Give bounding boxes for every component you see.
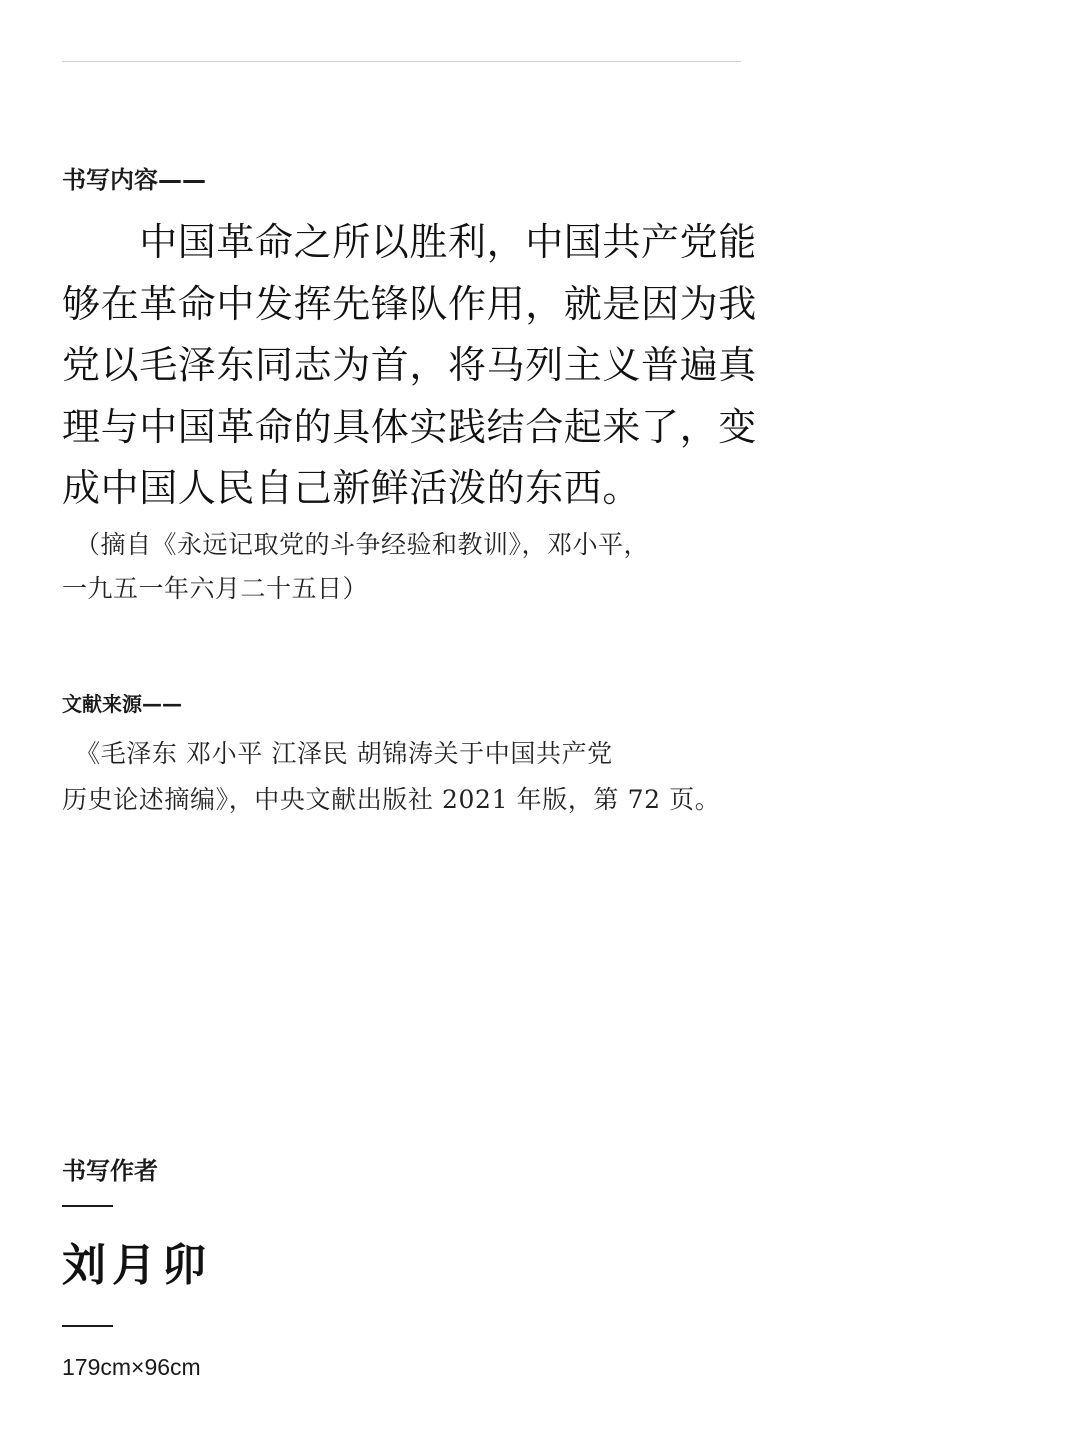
source-section-label: 文献来源—— (62, 692, 182, 716)
author-divider-bottom (62, 1325, 113, 1327)
artwork-dimensions: 179cm×96cm (62, 1354, 201, 1380)
content-line: 中国革命之所以胜利，中国共产党能 (62, 220, 757, 264)
content-line: 党以毛泽东同志为首，将马列主义普遍真 (62, 343, 757, 387)
content-line: 理与中国革命的具体实践结合起来了，变 (62, 404, 757, 449)
calligraphy-content-text (62, 212, 757, 520)
citation-line: （摘自《永远记取党的斗争经验和教训》，邓小平， (62, 530, 650, 559)
content-section-label: 书写内容—— (62, 166, 206, 194)
citation-line: 一九五一年六月二十五日） (62, 574, 369, 603)
source-line: 《毛泽东 邓小平 江泽民 胡锦涛关于中国共产党 (62, 739, 613, 768)
author-divider-top (62, 1205, 113, 1207)
top-divider (62, 61, 741, 62)
content-line: 成中国人民自己新鲜活泼的东西。 (62, 466, 642, 510)
source-text (62, 731, 752, 823)
source-line: 历史论述摘编》，中央文献出版社 2021 年版，第 72 页。 (62, 785, 721, 814)
author-name: 刘月卯 (62, 1240, 212, 1291)
content-line: 够在革命中发挥先锋队作用，就是因为我 (62, 281, 757, 326)
author-section-label: 书写作者 (62, 1157, 158, 1185)
content-citation (62, 523, 752, 611)
